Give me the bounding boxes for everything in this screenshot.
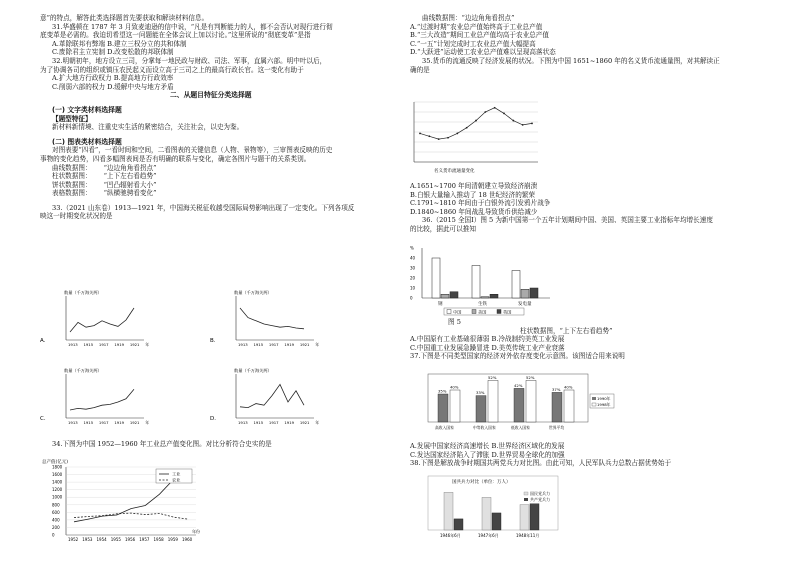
type-row-3 — [40, 181, 395, 190]
q34-block — [40, 440, 395, 449]
q38-bar-kmt — [520, 505, 529, 530]
q34-x-tick: 1952 — [68, 537, 79, 542]
q33-option-label: D. — [210, 416, 216, 422]
q33-x-tick: 1917 — [268, 420, 279, 425]
q36-legend-label: 美国 — [478, 309, 487, 315]
q37-category-label: 世界平均 — [549, 425, 565, 430]
q37-value-label: 52% — [488, 374, 497, 380]
q37-value-label: 52% — [526, 374, 535, 380]
q33-x-tick: 1917 — [98, 420, 109, 425]
left-column — [40, 14, 395, 221]
q37-legend-swatch-1998 — [592, 403, 596, 406]
type-hint: “纵横驰骋看变化” — [103, 189, 157, 198]
q36-bar — [530, 288, 538, 298]
q36-bar — [472, 266, 480, 299]
q33-series-line — [240, 308, 304, 329]
q36-category-label: 生铁 — [478, 302, 487, 307]
q37-line: 37.下图是不同类型国家的经济对外依存度变化示意图。该图适合用来说明 — [410, 352, 625, 361]
q34-y-tick: 1800 — [52, 464, 63, 470]
q35-line-1: 35.货币的流通反映了经济发展的状况。下图为中国 1651~1860 年的名义货币流通量图，对其解读正 — [422, 56, 720, 65]
q33-option-label: A. — [40, 338, 46, 344]
q38-legend-ccp: 共产党兵力 — [530, 497, 550, 502]
q37-value-label: 40% — [564, 384, 573, 390]
right-column — [410, 14, 760, 74]
q36-y-tick: 10 — [410, 285, 416, 291]
q36-y-tick: % — [410, 245, 414, 251]
q33-x-tick: 1917 — [268, 342, 279, 347]
q38-bar-ccp — [454, 519, 463, 530]
q38-bar-kmt — [482, 497, 491, 530]
q36-legend-swatch — [497, 310, 501, 314]
q37-category-label: 低收入国家 — [511, 425, 530, 430]
q36-legend-label: 英国 — [503, 309, 512, 315]
curve-hint: 曲线数据图：“边边角角看拐点” — [422, 14, 515, 22]
type-name: 饼状数据图： — [52, 180, 92, 189]
q33-series-line — [240, 384, 304, 407]
intro-line: 意”的特点，解答此类选择题首先要获取和解读材料信息。 — [40, 14, 209, 22]
q34-line: 34.下图为中国 1952—1960 年工业总产值变化图。对比分析符合史实的是 — [52, 440, 272, 448]
sub2-line-1: 对图表要“四看”，一看时间和空间，二看图表的关键信息（人物、景物等），三审图表反映的历史 — [52, 146, 333, 155]
q34-x-tick: 1960 — [182, 537, 193, 542]
q37-bar-1998 — [526, 380, 536, 422]
q33-x-tick: 1913 — [238, 420, 248, 425]
q36-fig-label: 图 5 — [448, 318, 461, 326]
sub1-feature: 【题型特征】 — [52, 114, 92, 123]
q37-after — [410, 442, 760, 468]
q33-x-tick: 年 — [315, 342, 320, 347]
q31-line-1: 31.华盛顿在 1787 年 3 月致麦迪逊的信中说，“凡是有判断能力的人，都不会否认对现行进行彻 — [52, 22, 333, 31]
q33-x-tick: 1915 — [83, 342, 94, 347]
q34-ylabel: 总产值(亿元) — [42, 460, 69, 465]
q33-option-label: B. — [210, 338, 216, 344]
q36-y-tick: 20 — [410, 275, 416, 281]
q35-option-d: D.1840~1860 年间战乱导致货币供给减少 — [410, 207, 538, 216]
q37-option-cd: C.发达国家经济陷入了滞胀 D.世界贸易全球化的加强 — [410, 450, 565, 459]
q33-x-tick: 1921 — [129, 420, 140, 425]
q34-x-tick: 1955 — [110, 537, 121, 542]
q34-option-a: A.“过渡时期”农业总产值始终高于工业总产值 — [410, 22, 543, 31]
q33-x-tick: 1921 — [299, 342, 310, 347]
q33-x-tick: 1915 — [83, 420, 94, 425]
q33-x-tick: 1921 — [299, 420, 310, 425]
q33-x-tick: 1913 — [238, 342, 248, 347]
q36-hint: 柱状数据图，“上下左右看趋势” — [520, 326, 613, 335]
q33-x-tick: 1913 — [68, 342, 78, 347]
q37-bar-1990 — [552, 392, 562, 422]
q33-line-1: 33.（2021 山东卷）1913—1921 年，中国海关税征收越受国际局势影响出现了一定变化。下列各项反 — [52, 203, 355, 212]
q34-option-d: D.“大跃进”运动使工农业总产值难以呈现高落状态 — [410, 48, 556, 57]
q34-y-tick: 400 — [52, 517, 60, 523]
type-name: 曲线数据图： — [52, 163, 92, 172]
q36-bar — [450, 292, 458, 298]
q37-bar-1998 — [564, 390, 574, 422]
q33-option-label: C. — [40, 416, 46, 422]
q34-y-tick: 1200 — [52, 487, 63, 493]
q34-y-tick: 1400 — [52, 479, 63, 485]
q34-y-tick: 1600 — [52, 472, 63, 478]
q33-x-tick: 1919 — [114, 420, 125, 425]
q36-legend-swatch — [447, 310, 451, 314]
q37-value-label: 37% — [552, 386, 561, 392]
q37-legend-1998: 1998年 — [597, 402, 611, 407]
q33-x-tick: 1915 — [253, 342, 264, 347]
q33-line-2: 映这一时期变化状况的是 — [40, 212, 113, 221]
q34-x-unit: 年份 — [192, 529, 200, 534]
q34-y-tick: 0 — [52, 532, 55, 538]
q35-line-2: 确的是 — [410, 65, 430, 74]
q36-bar — [512, 271, 520, 299]
q34-x-tick: 1953 — [82, 537, 93, 542]
q35-option-a: A.1651~1700 年间清朝建立导致经济崩溃 — [410, 182, 538, 190]
type-hint: “上下左右看趋势” — [103, 172, 157, 181]
q33-ylabel: 数量（千万海关两） — [234, 368, 272, 373]
q36-category-label: 钢 — [438, 302, 443, 307]
type-hint: “凹凸辐射看大小” — [103, 180, 157, 189]
q38-bar-ccp — [492, 513, 501, 530]
q31-option-cd: C.废除君主立宪制 D.改变松散的邦联体制 — [52, 48, 174, 57]
type-row-4 — [40, 189, 395, 198]
q36-line-1: 36.（2015 全国Ⅰ）图 5 为新中国第一个五年计划期间中国、美国、英国主要工业指标年均增长速度 — [422, 216, 713, 225]
q38-legend-kmt: 国民党兵力 — [530, 491, 550, 496]
q33-series-line — [70, 389, 134, 410]
q34-x-tick: 1959 — [167, 537, 178, 542]
q36-bar — [490, 294, 498, 298]
q38-chart — [422, 472, 622, 540]
q37-bar-1990 — [514, 388, 524, 422]
q34-legend-industry: 工业 — [172, 471, 181, 477]
q38-line: 38.下图是解放战争时期国共两党兵力对比图。由此可知，人民军队兵力总数占据优势始于 — [410, 459, 672, 468]
q35-option-c: C.1791~1810 年间由于白银外流引发鸦片战争 — [410, 199, 551, 208]
q36-chart — [408, 242, 558, 318]
q38-title: 国共兵力对比（单位：万人） — [452, 480, 511, 485]
q38-bar-kmt — [444, 492, 453, 530]
type-row-1 — [40, 164, 395, 173]
q34-y-tick: 1000 — [52, 494, 63, 500]
q34-y-tick: 600 — [52, 509, 60, 515]
q33-x-tick: 1917 — [98, 342, 109, 347]
q34-x-tick: 1954 — [96, 537, 107, 542]
q33-x-tick: 年 — [145, 420, 150, 425]
q33-x-tick: 1919 — [284, 420, 295, 425]
q37-legend-swatch-1990 — [592, 397, 596, 400]
q33-x-tick: 1921 — [129, 342, 140, 347]
type-row-2 — [40, 172, 395, 181]
q34-y-tick: 200 — [52, 524, 60, 530]
sub2-line-2: 事物的变化趋势，四看多幅图表间是否有明确的联系与变化，确定各图片与题干的关系类别。 — [40, 154, 311, 163]
q38-bar-ccp — [530, 504, 539, 530]
q37-chart — [418, 370, 618, 440]
q37-legend-1990: 1990年 — [597, 396, 611, 401]
q37-bar-1990 — [438, 394, 448, 422]
q35-chart — [404, 98, 544, 178]
q36-y-tick: 0 — [410, 295, 413, 301]
q34-chart — [40, 455, 210, 555]
q37-option-ab: A.发展中国家经济高速增长 B.世界经济区域化的发展 — [410, 442, 565, 450]
q36-option-ab: A.中国原有工业基础很薄弱 B.冷战制约美英工业发展 — [410, 335, 565, 344]
q33-ylabel: 数量（千万海关两） — [64, 368, 102, 373]
q36-legend-swatch — [472, 310, 476, 314]
q34-x-tick: 1957 — [139, 537, 150, 542]
q38-legend-swatch-kmt — [524, 492, 528, 495]
type-name: 柱状数据图： — [52, 172, 92, 181]
sub1-text: 新材料新情境、注重史实生活的紧密结合，关注社会，以史为鉴。 — [52, 123, 244, 132]
q34-y-tick: 800 — [52, 502, 60, 508]
q36-category-label: 发电量 — [518, 302, 532, 307]
q36-bar — [481, 297, 489, 298]
q33-charts — [38, 286, 378, 436]
q35-caption: 名义货币流通量变化 — [434, 169, 475, 174]
q37-category-label: 中等收入国家 — [473, 425, 496, 430]
q36-after — [410, 318, 760, 361]
type-hint: “边边角角看拐点” — [103, 163, 157, 172]
q34-option-b: B.“三大改造”期间工业总产值均高于农业总产值 — [410, 31, 549, 40]
q36-bar — [441, 294, 449, 298]
q38-legend-swatch-ccp — [524, 498, 528, 501]
q34-option-c: C.“一五”计划完成时工农业总产值大幅提高 — [410, 39, 536, 48]
q33-x-tick: 1919 — [284, 342, 295, 347]
q36-bar — [432, 258, 440, 298]
q33-x-tick: 年 — [315, 420, 320, 425]
q37-bar-1998 — [450, 390, 460, 422]
q33-x-tick: 1913 — [68, 420, 78, 425]
section-title: 二、从题目特征分类选择题 — [170, 91, 252, 100]
sub2-title: (二) 图表类材料选择题 — [52, 137, 122, 146]
q36-y-tick: 30 — [410, 265, 416, 271]
q37-value-label: 33% — [476, 390, 485, 396]
q38-category-label: 1946年6月 — [440, 533, 461, 538]
q35-options — [410, 182, 760, 234]
q36-legend-label: 中国 — [453, 309, 462, 315]
q34-x-tick: 1956 — [125, 537, 136, 542]
q37-value-label: 40% — [450, 384, 459, 390]
q38-category-label: 1948年11月 — [516, 533, 540, 538]
q37-value-label: 35% — [438, 388, 447, 394]
q37-bar-1990 — [476, 396, 486, 422]
q33-ylabel: 数量（千万海关两） — [64, 290, 102, 295]
q37-category-label: 高收入国家 — [435, 425, 454, 430]
q36-y-tick: 40 — [410, 255, 416, 261]
q32-option-ab: A.扩大地方行政权力 B.提高地方行政效率 — [52, 74, 174, 83]
q33-series-line — [70, 308, 134, 332]
q34-legend-agriculture: 农业 — [172, 477, 181, 483]
q33-x-tick: 年 — [145, 342, 150, 347]
q38-category-label: 1947年6月 — [478, 533, 499, 538]
q35-option-b: B.白银大量输入推动了 18 世纪经济的繁荣 — [410, 190, 536, 199]
q31-option-ab: A.革除联邦有弊端 B.建立三权分立的共和体制 — [52, 39, 187, 48]
q34-x-tick: 1958 — [153, 537, 164, 542]
q36-line-2: 的比较，据此可以推知 — [410, 224, 476, 233]
q35-line — [420, 108, 532, 139]
q32-line-1: 32.明朝初年，地方设立三司，分掌每一地民政与财政、司法、军事，直属六部。明中叶以后， — [52, 56, 327, 65]
sub1-title: (一) 文字类材料选择题 — [52, 105, 122, 114]
q37-bar-1998 — [488, 380, 498, 422]
q36-option-cd: C.中国重工业发展急躁冒进 D.美英传统工业产业衰落 — [410, 343, 565, 352]
q33-x-tick: 1915 — [253, 420, 264, 425]
q31-line-2: 底变革是必需的。我迫切希望这一问题能在全体会议上加以讨论。”这里所说的“彻底变革”是指 — [40, 31, 311, 40]
q33-ylabel: 数量（千万海关两） — [234, 290, 272, 295]
q33-x-tick: 1919 — [114, 342, 125, 347]
type-name: 表格数据图： — [52, 189, 92, 198]
q32-line-2: 为了协调各司的组织或镇压农民起义而设立高于三司之上的最高行政长官。这一变化有助于 — [40, 65, 304, 74]
q37-value-label: 42% — [514, 382, 523, 388]
q36-bar — [521, 289, 529, 298]
q32-option-cd: C.削弱六部的权力 D.缓解中央与地方矛盾 — [52, 82, 174, 91]
